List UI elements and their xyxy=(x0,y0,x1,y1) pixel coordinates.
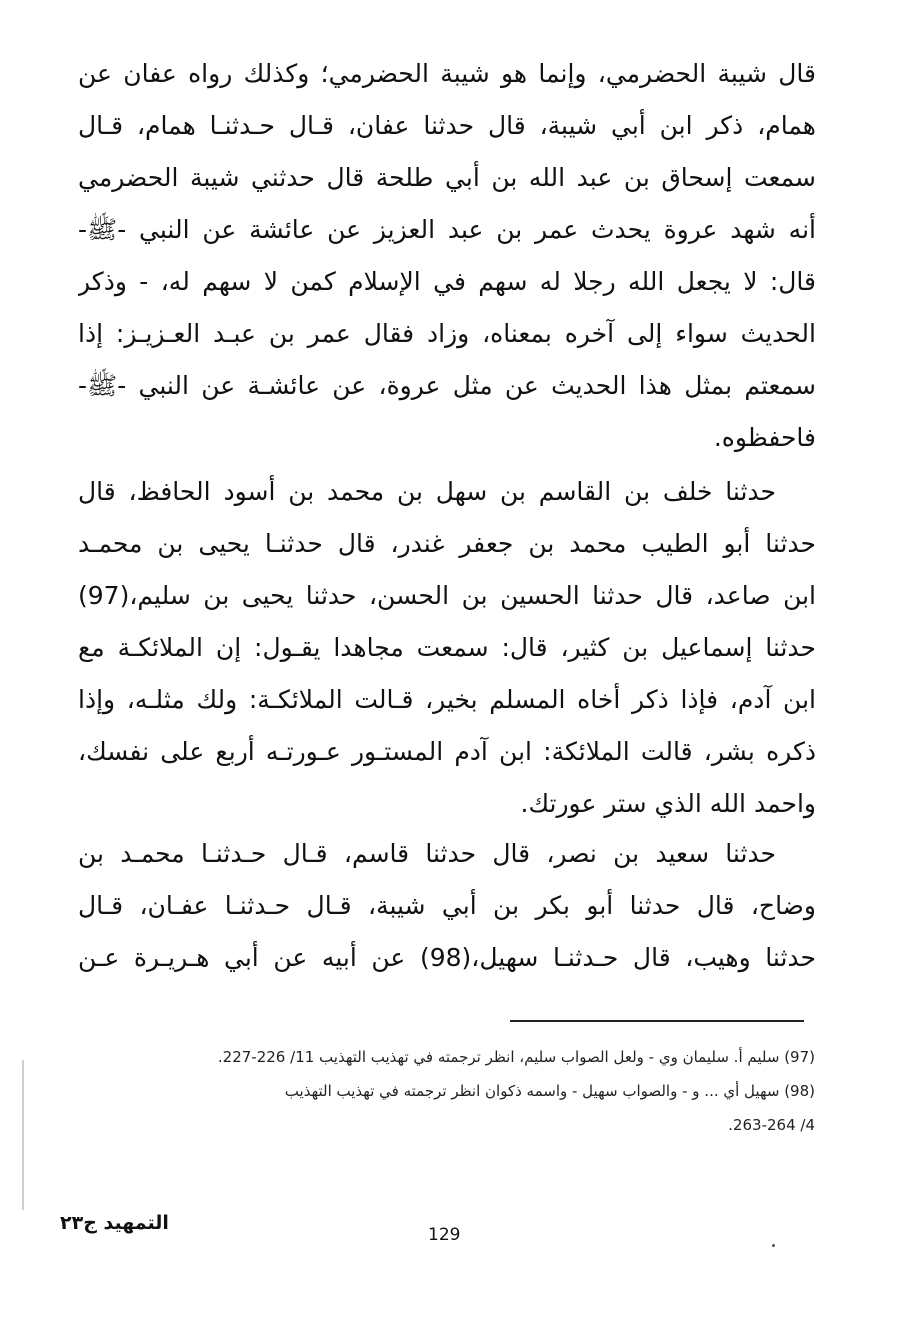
text-line: أنه شهد عروة يحدث عمر بن عبد العزيز عن عائشة عن النبي -ﷺ- xyxy=(78,215,816,244)
paragraph-2 xyxy=(78,466,816,830)
text-line: قال: لا يجعل الله رجلا له سهم في الإسلام كمن لا سهم له، - وذكر xyxy=(78,267,816,296)
text-line: همام، ذكر ابن أبي شيبة، قال حدثنا عفان، قـال حـدثنـا همام، قـال xyxy=(78,111,816,140)
footnote-98-continued: 4/ 263-264. xyxy=(728,1116,815,1134)
text-line: قال شيبة الحضرمي، وإنما هو شيبة الحضرمي؛ وكذلك رواه عفان عن xyxy=(78,59,816,88)
text-line: سمعت إسحاق بن عبد الله بن أبي طلحة قال حدثني شيبة الحضرمي xyxy=(78,163,816,192)
text-line: حدثنا خلف بن القاسم بن سهل بن محمد بن أسود الحافظ، قال xyxy=(78,477,776,506)
scan-speck xyxy=(772,1244,775,1247)
footnote-97: (97) سليم أ. سليمان وي - ولعل الصواب سليم، انظر ترجمته في تهذيب التهذيب 11/ 226-227. xyxy=(217,1048,815,1066)
text-line: ابن صاعد، قال حدثنا الحسين بن الحسن، حدثنا يحيى بن سليم،(97) xyxy=(78,581,816,610)
footnote-divider xyxy=(510,1020,804,1022)
text-line: الحديث سواء إلى آخره بمعناه، وزاد فقال عمر بن عبـد العـزيـز: إذا xyxy=(78,319,816,348)
text-line: حدثنا سعيد بن نصر، قال حدثنا قاسم، قـال حـدثنـا محمـد بن xyxy=(78,839,776,868)
text-line: حدثنا إسماعيل بن كثير، قال: سمعت مجاهدا يقـول: إن الملائكـة مع xyxy=(78,633,816,662)
footnotes xyxy=(80,1040,815,1142)
text-line: سمعتم بمثل هذا الحديث عن مثل عروة، عن عائشـة عن النبي -ﷺ- xyxy=(78,371,816,400)
paragraph-1 xyxy=(78,48,816,464)
text-line: ذكره بشر، قالت الملائكة: ابن آدم المستـور عـورتـه أربع على نفسك، xyxy=(78,737,816,766)
text-line: فاحفظوه. xyxy=(713,423,816,452)
text-line: حدثنا أبو الطيب محمد بن جعفر غندر، قال حدثنـا يحيى بن محمـد xyxy=(78,529,816,558)
text-line: وضاح، قال حدثنا أبو بكر بن أبي شيبة، قـال حـدثنـا عفـان، قـال xyxy=(78,891,816,920)
scan-edge-mark xyxy=(22,1060,24,1210)
text-line: ابن آدم، فإذا ذكر أخاه المسلم بخير، قـالت الملائكـة: ولك مثلـه، وإذا xyxy=(78,685,816,714)
text-line: حدثنا وهيب، قال حـدثنـا سهيل،(98) عن أبيه عن أبي هـريـرة عـن xyxy=(78,943,816,972)
running-footer-title: التمهيد ج٢٣ xyxy=(60,1212,169,1234)
text-line: واحمد الله الذي ستر عورتك. xyxy=(520,789,816,818)
footnote-98: (98) سهيل أي ... و - والصواب سهيل - واسمه ذكوان انظر ترجمته في تهذيب التهذيب xyxy=(284,1082,815,1100)
paragraph-3 xyxy=(78,828,816,984)
page-number: 129 xyxy=(428,1225,461,1245)
